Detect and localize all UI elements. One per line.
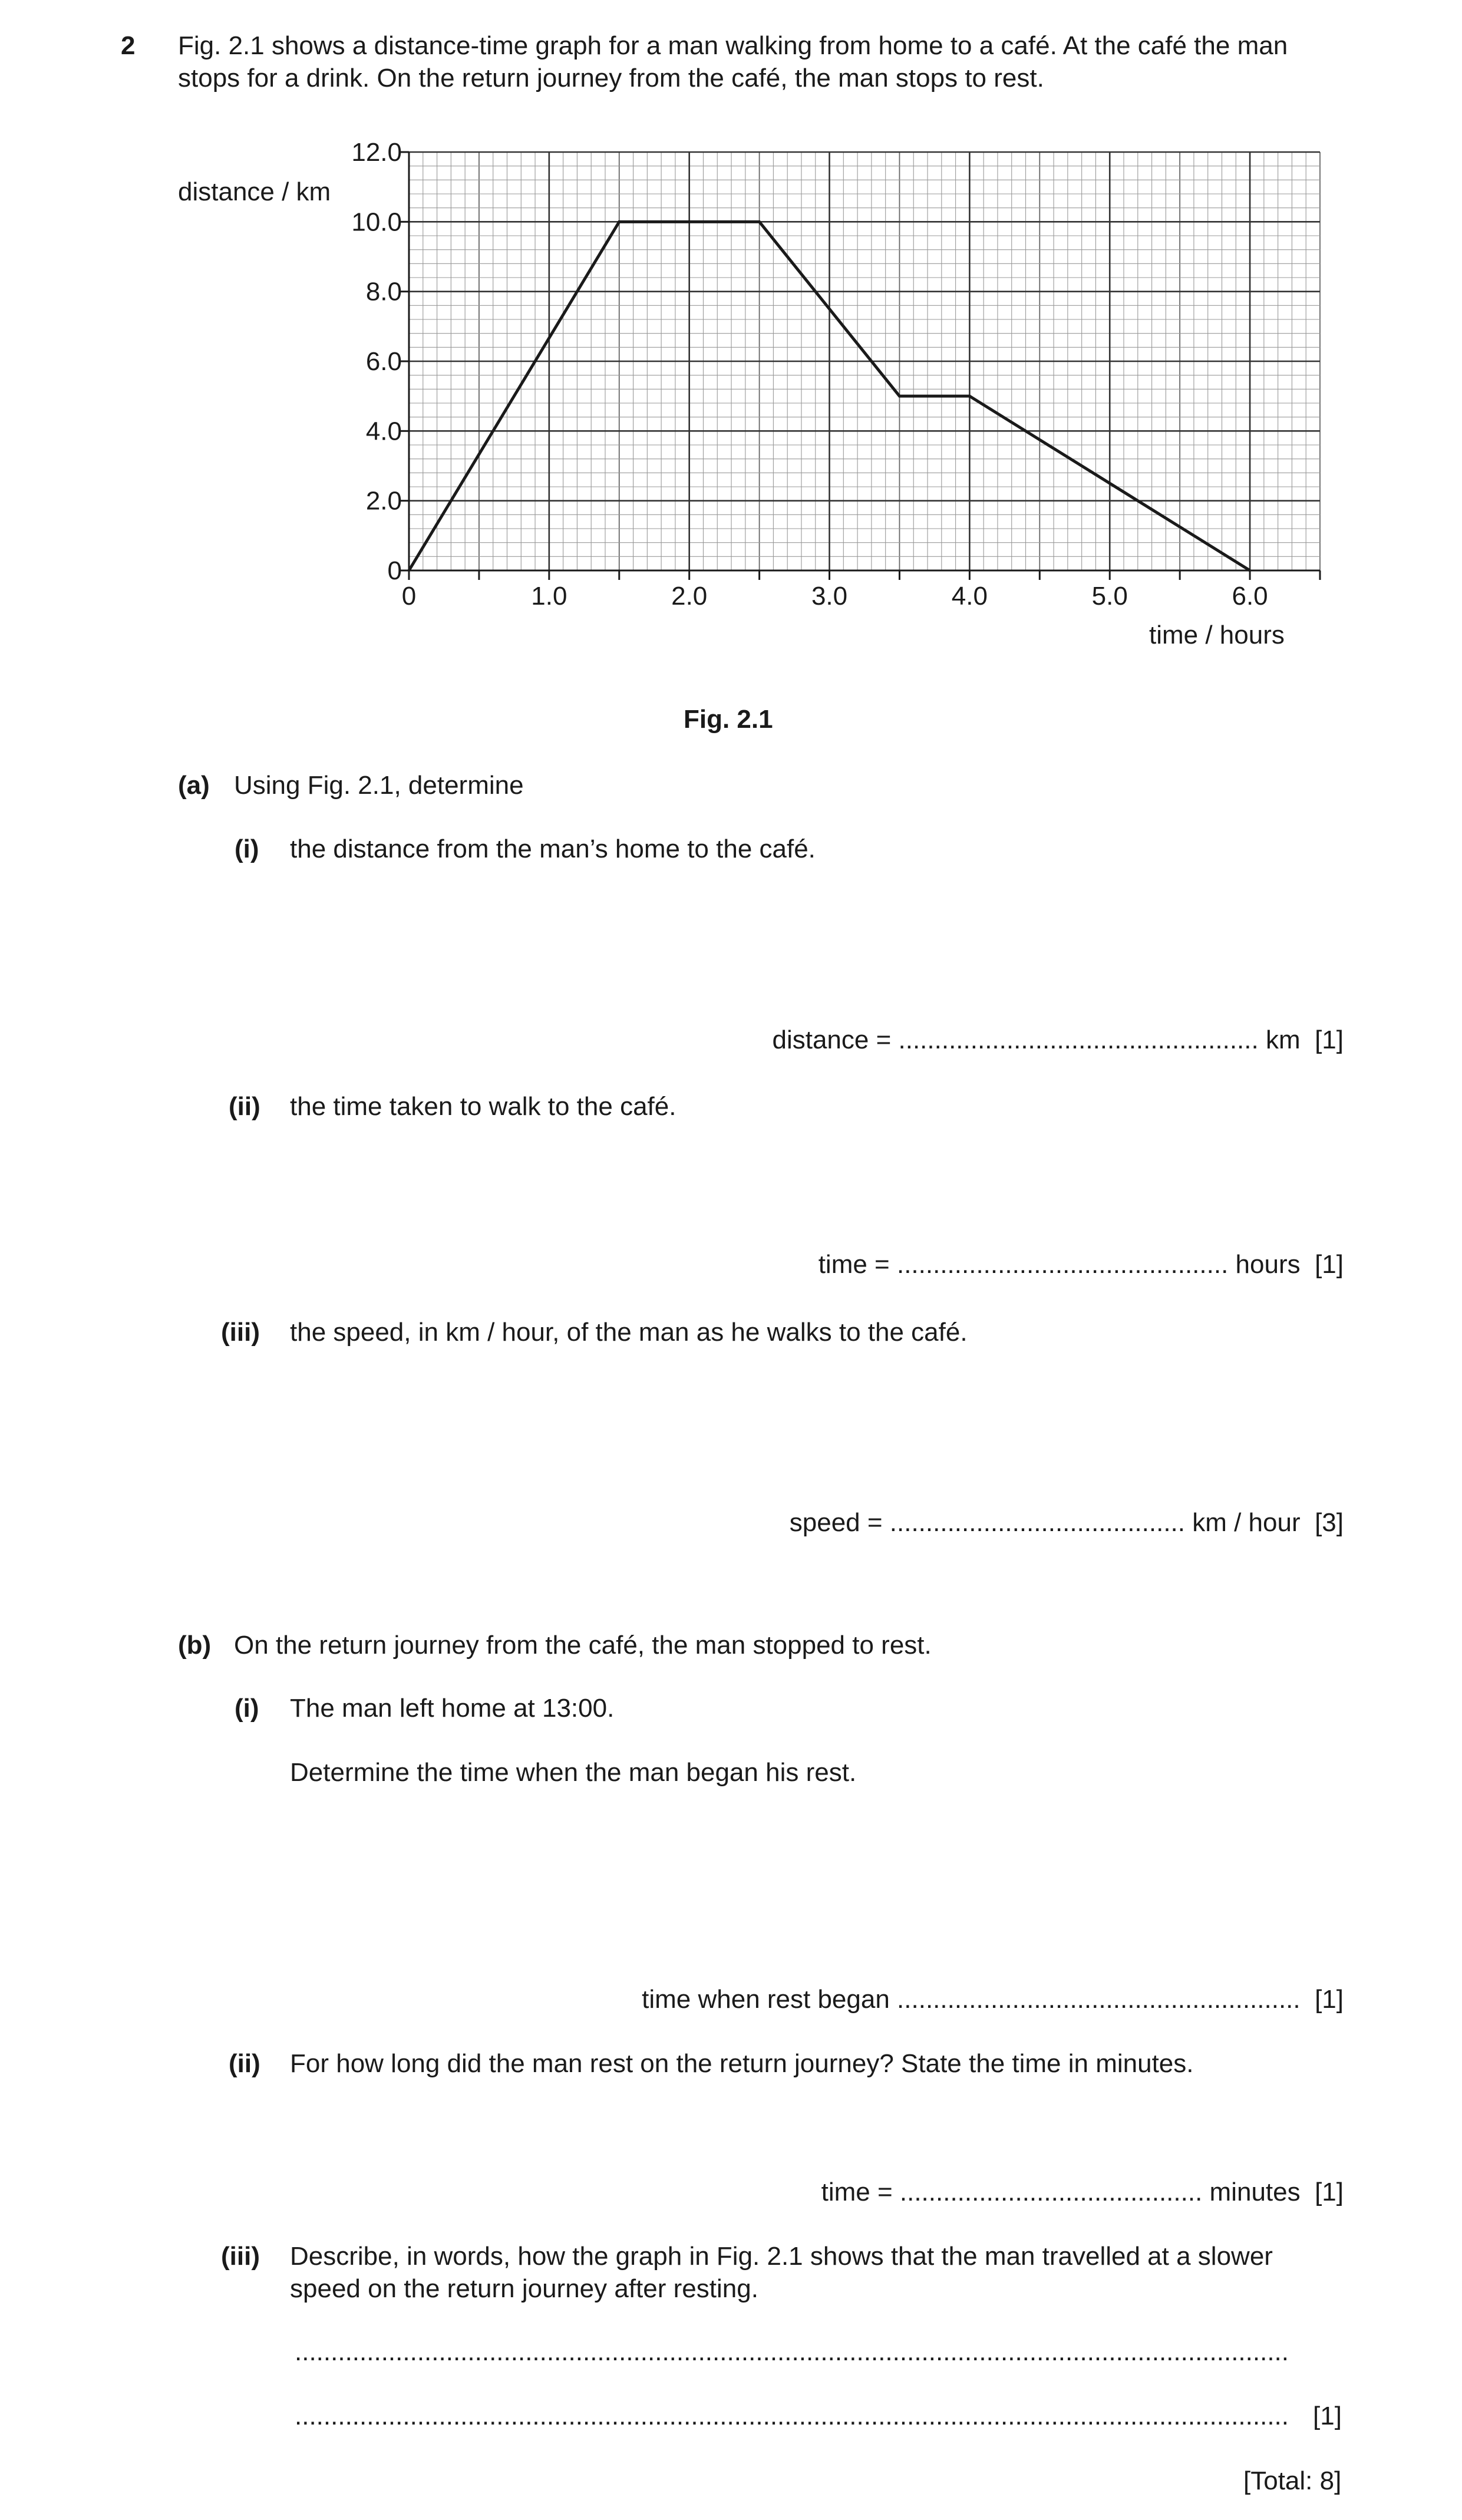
answer-unit: km / hour <box>1192 1508 1301 1537</box>
answer-unit: km <box>1265 1025 1301 1054</box>
y-tick-label: 2.0 <box>365 486 402 516</box>
question-number: 2 <box>121 31 136 60</box>
question-intro: Fig. 2.1 shows a distance-time graph for a man walking from home to a café. At the café the man stops for a drink. On the return journey from the café, the man stops to rest. <box>178 31 1288 93</box>
y-tick-label: 4.0 <box>365 417 402 446</box>
part-a-iii-text: the speed, in km / hour, of the man as he walks to the café. <box>290 1318 968 1347</box>
y-tick-label: 0 <box>387 556 402 585</box>
part-b-i-text: The man left home at 13:00. <box>290 1694 615 1723</box>
tick-labels <box>351 138 1268 611</box>
answer-prefix: distance = <box>772 1025 899 1054</box>
part-a-i-text: the distance from the man’s home to the café. <box>290 834 816 863</box>
part-b-ii-text: For how long did the man rest on the return journey? State the time in minutes. <box>290 2049 1194 2078</box>
y-axis-label: distance / km <box>178 177 331 206</box>
part-a-ii-label: (ii) <box>229 1092 260 1121</box>
x-tick-label: 4.0 <box>951 582 988 611</box>
x-tick-label: 1.0 <box>531 582 567 611</box>
y-tick-label: 10.0 <box>351 207 402 237</box>
x-tick-label: 3.0 <box>811 582 848 611</box>
part-a-text: Using Fig. 2.1, determine <box>234 771 524 800</box>
answer-line-a-i[interactable] <box>648 1024 1344 1056</box>
part-a-ii-text: the time taken to walk to the café. <box>290 1092 676 1121</box>
answer-line-a-iii[interactable] <box>648 1506 1344 1539</box>
answer-dots: ......................................... <box>889 1508 1185 1537</box>
x-tick-label: 0 <box>401 582 417 611</box>
axis-ticks <box>401 152 1320 580</box>
part-a-label: (a) <box>178 771 210 800</box>
answer-line-b-iii-1[interactable]: .......................................................................................................................................... <box>295 2337 1289 2366</box>
answer-line-b-i[interactable] <box>530 1983 1344 2016</box>
part-b-label: (b) <box>178 1631 212 1660</box>
answer-prefix: time when rest began <box>642 1985 897 2014</box>
answer-prefix: time = <box>818 1250 897 1279</box>
y-tick-label: 12.0 <box>351 138 402 167</box>
x-tick-label: 5.0 <box>1091 582 1128 611</box>
marks: [1] <box>1315 1985 1344 2014</box>
marks: [1] <box>1315 1025 1344 1054</box>
answer-unit: minutes <box>1209 2178 1301 2206</box>
x-tick-label: 6.0 <box>1232 582 1268 611</box>
total-marks: [Total: 8] <box>1243 2466 1342 2495</box>
x-tick-label: 2.0 <box>671 582 708 611</box>
x-axis-label: time / hours <box>1149 621 1285 649</box>
figure-caption: Fig. 2.1 <box>684 705 773 734</box>
marks: [3] <box>1315 1508 1344 1537</box>
y-tick-label: 8.0 <box>365 277 402 306</box>
answer-line-a-ii[interactable] <box>648 1248 1344 1281</box>
y-tick-label: 6.0 <box>365 347 402 376</box>
marks: [1] <box>1315 2178 1344 2206</box>
distance-time-graph <box>0 0 1462 707</box>
answer-line-b-ii[interactable] <box>648 2176 1344 2208</box>
answer-dots: .......................................... <box>899 2178 1203 2206</box>
marks: [1] <box>1315 1250 1344 1279</box>
answer-line-b-iii-2[interactable]: .......................................................................................................................................... <box>295 2402 1289 2430</box>
part-b-i-text2: Determine the time when the man began his rest. <box>290 1758 857 1787</box>
answer-dots: ........................................................ <box>897 1985 1301 2014</box>
answer-dots: .............................................. <box>896 1250 1229 1279</box>
answer-unit: hours <box>1235 1250 1301 1279</box>
part-a-iii-label: (iii) <box>221 1318 260 1347</box>
part-b-ii-label: (ii) <box>229 2049 260 2078</box>
part-b-iii-text: Describe, in words, how the graph in Fig. 2.1 shows that the man travelled at a slower speed on the return journey after resting. <box>290 2242 1273 2303</box>
answer-dots: .................................................. <box>898 1025 1259 1054</box>
grid-major <box>409 152 1320 570</box>
marks-b-iii: [1] <box>1313 2402 1342 2430</box>
part-b-iii-label: (iii) <box>221 2242 260 2271</box>
part-b-text: On the return journey from the café, the man stopped to rest. <box>234 1631 932 1660</box>
answer-prefix: speed = <box>789 1508 890 1537</box>
part-a-i-label: (i) <box>235 834 259 863</box>
part-b-i-label: (i) <box>235 1694 259 1723</box>
answer-prefix: time = <box>821 2178 900 2206</box>
